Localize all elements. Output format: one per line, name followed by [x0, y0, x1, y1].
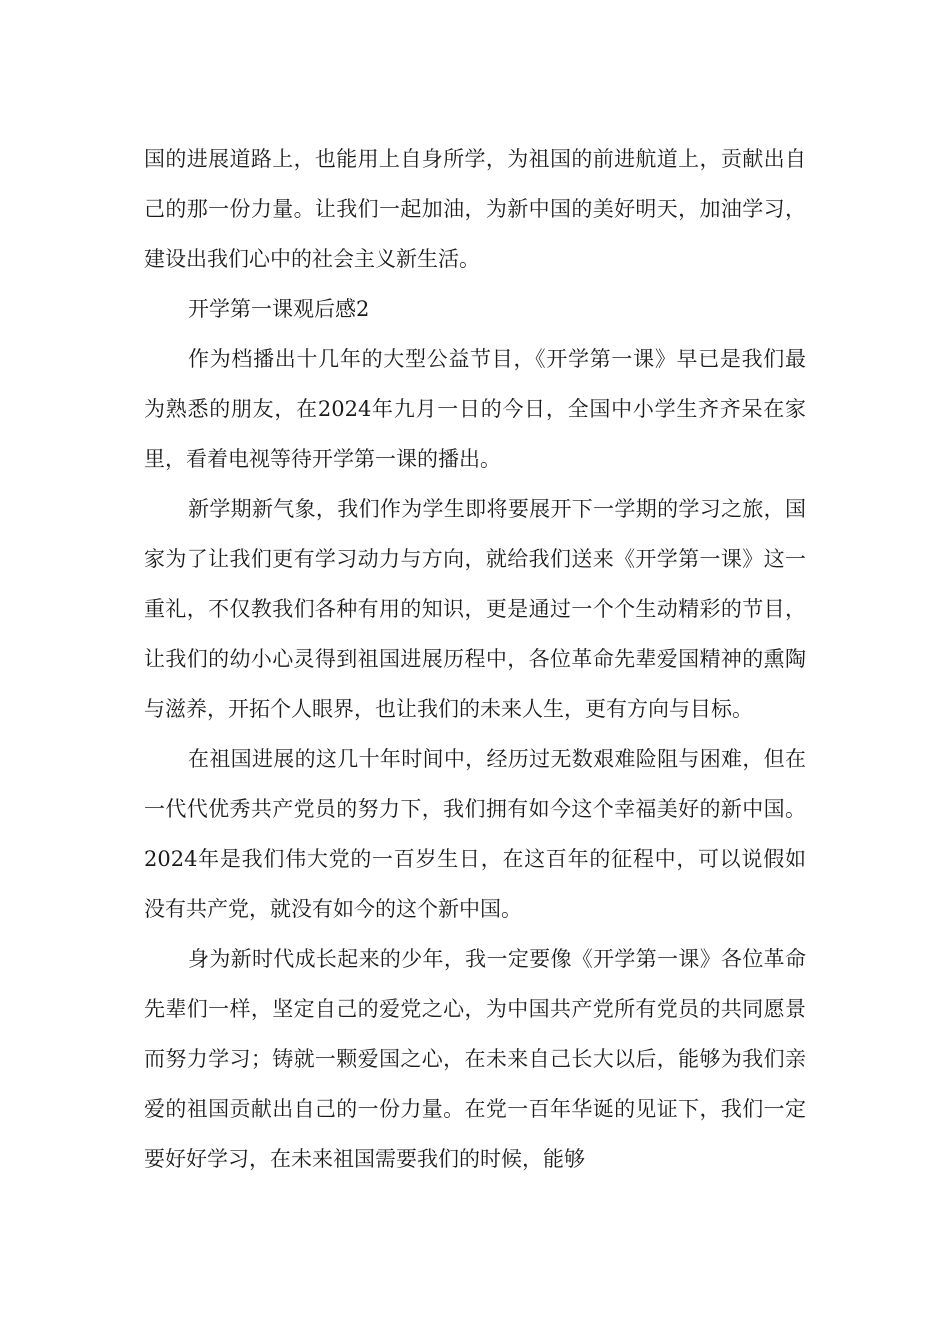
paragraph: 身为新时代成长起来的少年，我一定要像《开学第一课》各位革命先辈们一样，坚定自己的爱党之心，为中国共产党所有党员的共同愿景而努力学习；铸就一颗爱国之心，在未来自己长大以后，能够为我们亲爱的祖国贡献出自己的一份力量。在党一百年华诞的见证下，我们一定要好好学习，在未来祖国需要我们的时候，能够	[144, 947, 806, 1171]
paragraph: 在祖国进展的这几十年时间中，经历过无数艰难险阻与困难，但在一代代优秀共产党员的努力下，我们拥有如今这个幸福美好的新中国。2024年是我们伟大党的一百岁生日，在这百年的征程中，可以说假如没有共产党，就没有如今的这个新中国。	[144, 747, 806, 921]
paragraph: 新学期新气象，我们作为学生即将要展开下一学期的学习之旅，国家为了让我们更有学习动力与方向，就给我们送来《开学第一课》这一重礼，不仅教我们各种有用的知识，更是通过一个个生动精彩的节目，让我们的幼小心灵得到祖国进展历程中，各位革命先辈爱国精神的熏陶与滋养，开拓个人眼界，也让我们的未来人生，更有方向与目标。	[144, 497, 806, 721]
paragraph-continuation: 国的进展道路上，也能用上自身所学，为祖国的前进航道上，贡献出自己的那一份力量。让我们一起加油，为新中国的美好明天，加油学习，建设出我们心中的社会主义新生活。	[144, 147, 806, 271]
document-page	[144, 134, 806, 1184]
section-heading: 开学第一课观后感2	[188, 297, 370, 321]
paragraph: 作为档播出十几年的大型公益节目，《开学第一课》早已是我们最为熟悉的朋友，在2024年九月一日的今日，全国中小学生齐齐呆在家里，看着电视等待开学第一课的播出。	[144, 347, 806, 471]
